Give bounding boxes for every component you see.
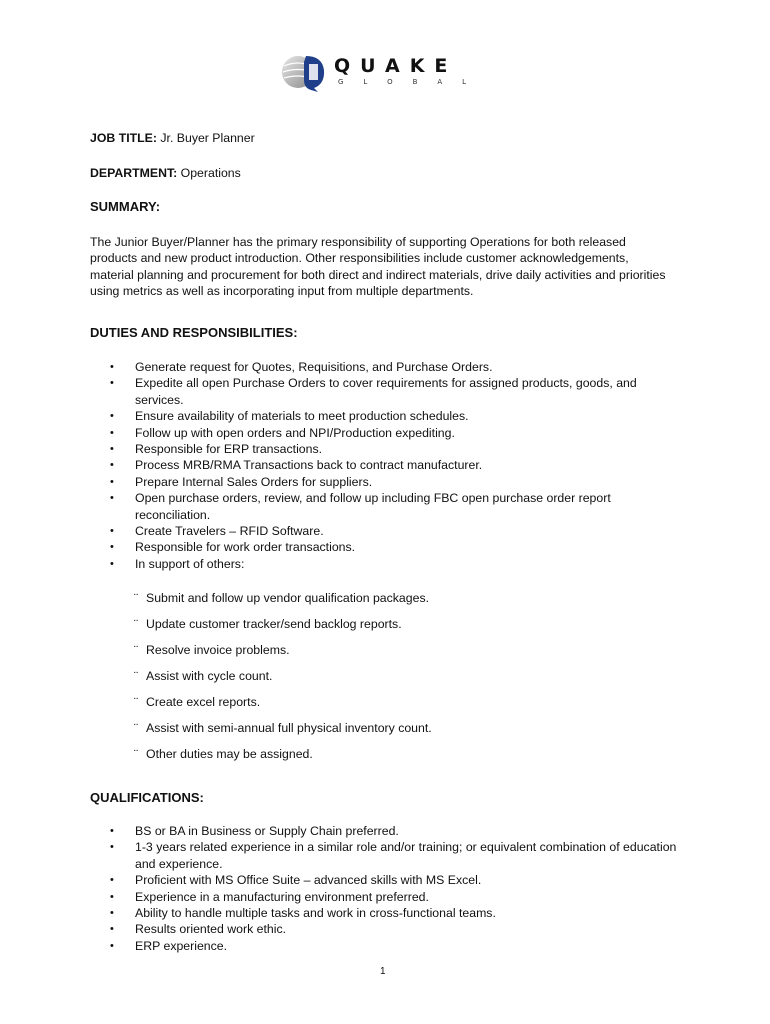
- qualification-item-text: Experience in a manufacturing environment preferred.: [135, 889, 429, 904]
- summary-text: The Junior Buyer/Planner has the primary responsibility of supporting Operations for both released products and new product introduction. Other responsibilities include customer acknowledgements, material planning and procurement for both direct and indirect materials, drive daily activities and priorities using metrics as well as incorporating input from multiple departments.: [90, 235, 666, 299]
- duty-item-text: Open purchase orders, review, and follow up including FBC open purchase order report reconciliation.: [135, 491, 611, 522]
- summary-heading: SUMMARY:: [90, 199, 161, 214]
- duty-item-text: Responsible for work order transactions.: [135, 540, 356, 555]
- qualification-item-text: Proficient with MS Office Suite – advanced skills with MS Excel.: [135, 873, 482, 888]
- sub-bullet-icon: ¨: [134, 617, 139, 631]
- duty-item-text: Ensure availability of materials to meet production schedules.: [135, 409, 469, 424]
- qualification-item: [90, 823, 680, 839]
- quake-global-logo: [278, 50, 487, 94]
- support-sub-item-text: Other duties may be assigned.: [146, 747, 313, 761]
- duties-list: [90, 359, 680, 572]
- bullet-icon: •: [110, 825, 114, 837]
- qualification-item: [90, 921, 680, 937]
- bullet-icon: •: [110, 890, 114, 903]
- job-title-value: Jr. Buyer Planner: [160, 131, 255, 145]
- qualification-item-text: Ability to handle multiple tasks and work in cross-functional teams.: [135, 906, 496, 921]
- support-sub-item: [134, 746, 313, 762]
- duty-item: [90, 441, 680, 457]
- bullet-icon: •: [110, 841, 114, 854]
- duty-item: [90, 408, 680, 424]
- bullet-icon: •: [110, 907, 114, 920]
- page-number: 1: [380, 966, 386, 977]
- duty-item-text: In support of others:: [135, 556, 245, 571]
- department-value: Operations: [180, 166, 241, 180]
- bullet-icon: •: [110, 525, 114, 538]
- qualifications-list: [90, 823, 680, 954]
- sub-bullet-icon: ¨: [134, 695, 139, 709]
- bullet-icon: •: [110, 541, 114, 554]
- sub-bullet-icon: ¨: [134, 643, 139, 657]
- bullet-icon: •: [110, 443, 114, 456]
- job-title-label: JOB TITLE:: [90, 131, 157, 145]
- support-sub-item-text: Resolve invoice problems.: [146, 643, 290, 657]
- qualification-item: [90, 839, 680, 872]
- bullet-icon: •: [110, 426, 114, 439]
- bullet-icon: •: [110, 557, 114, 570]
- support-sub-item-text: Update customer tracker/send backlog reports.: [146, 617, 402, 631]
- bullet-icon: •: [110, 923, 114, 936]
- qualification-item: [90, 889, 680, 905]
- duty-item: [90, 375, 680, 408]
- duty-item: [90, 457, 680, 473]
- qualification-item-text: BS or BA in Business or Supply Chain preferred.: [135, 824, 399, 838]
- qualification-item: [90, 938, 680, 954]
- bullet-icon: •: [110, 459, 114, 472]
- logo-wordmark: QUAKE: [334, 55, 458, 77]
- duty-item: [90, 523, 680, 539]
- duty-item: [90, 556, 680, 572]
- support-sub-item: [134, 668, 272, 684]
- duty-item-text: Generate request for Quotes, Requisitions, and Purchase Orders.: [135, 360, 493, 374]
- qualification-item-text: ERP experience.: [135, 938, 228, 953]
- qualification-item: [90, 872, 680, 888]
- duties-heading: DUTIES AND RESPONSIBILITIES:: [90, 325, 298, 340]
- sub-bullet-icon: ¨: [134, 747, 139, 761]
- support-sub-item-text: Assist with cycle count.: [146, 669, 273, 683]
- support-sub-item-text: Create excel reports.: [146, 695, 261, 709]
- support-sub-item: [134, 720, 432, 736]
- qualification-item-text: 1-3 years related experience in a similar role and/or training; or equivalent combination of education and experience.: [135, 840, 677, 871]
- bullet-icon: •: [110, 475, 114, 488]
- qualification-item: [90, 905, 680, 921]
- duty-item-text: Prepare Internal Sales Orders for suppliers.: [135, 474, 373, 489]
- sub-bullet-icon: ¨: [134, 669, 139, 683]
- bullet-icon: •: [110, 410, 114, 423]
- duty-item: [90, 359, 680, 375]
- duty-item: [90, 539, 680, 555]
- bullet-icon: •: [110, 361, 114, 373]
- support-sub-item: [134, 590, 429, 606]
- duty-item-text: Process MRB/RMA Transactions back to contract manufacturer.: [135, 458, 483, 473]
- qualifications-heading: QUALIFICATIONS:: [90, 790, 204, 805]
- duty-item: [90, 490, 680, 523]
- bullet-icon: •: [110, 939, 114, 952]
- department-line: [90, 165, 241, 181]
- bullet-icon: •: [110, 874, 114, 887]
- duty-item-text: Responsible for ERP transactions.: [135, 442, 323, 457]
- support-sub-item-text: Assist with semi-annual full physical inventory count.: [146, 721, 432, 735]
- duty-item-text: Follow up with open orders and NPI/Production expediting.: [135, 425, 455, 440]
- sub-bullet-icon: ¨: [134, 721, 139, 735]
- bullet-icon: •: [110, 492, 114, 505]
- job-title-line: [90, 130, 255, 146]
- support-sub-item-text: Submit and follow up vendor qualification packages.: [146, 591, 430, 605]
- duty-item: [90, 474, 680, 490]
- sub-bullet-icon: ¨: [134, 591, 139, 605]
- duty-item-text: Expedite all open Purchase Orders to cover requirements for assigned products, goods, and services.: [135, 376, 637, 407]
- duty-item-text: Create Travelers – RFID Software.: [135, 524, 324, 539]
- support-sub-item: [134, 694, 260, 710]
- globe-logo-icon: [278, 50, 330, 94]
- bullet-icon: •: [110, 377, 114, 390]
- support-sub-item: [134, 642, 290, 658]
- support-sub-item: [134, 616, 402, 632]
- qualification-item-text: Results oriented work ethic.: [135, 922, 287, 937]
- duty-item: [90, 425, 680, 441]
- logo-subtext: GLOBAL: [338, 78, 487, 86]
- department-label: DEPARTMENT:: [90, 166, 178, 180]
